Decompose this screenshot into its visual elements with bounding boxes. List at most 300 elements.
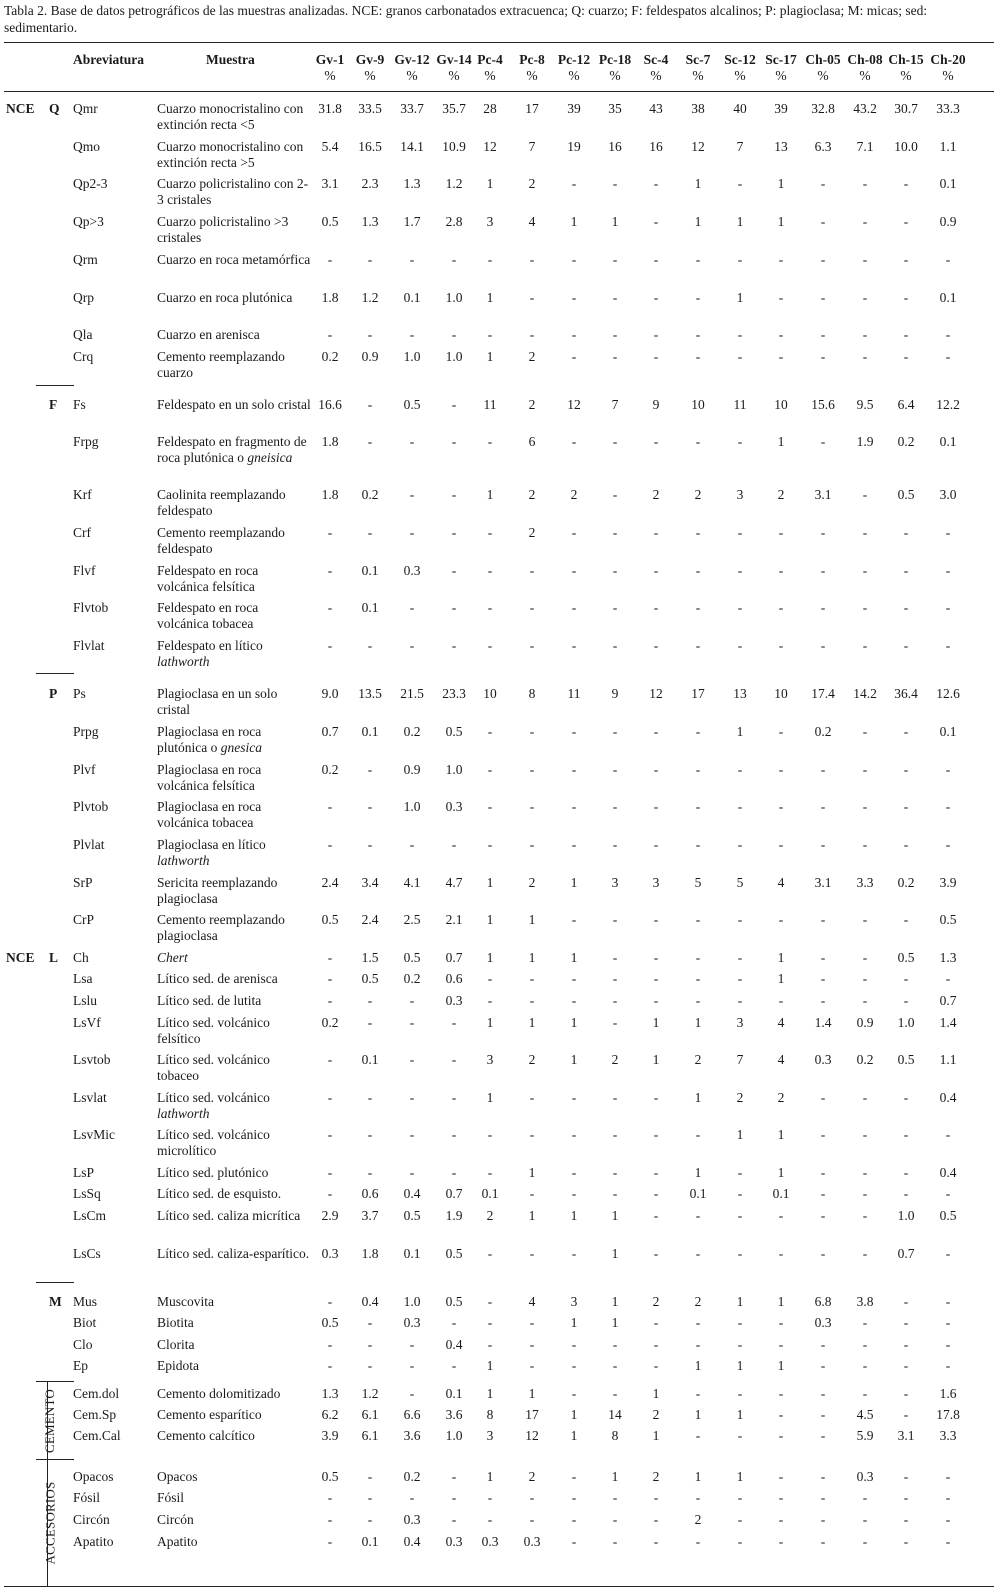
description-italic-text: lathworth: [157, 853, 210, 868]
value-cell: 1: [777, 1294, 785, 1309]
sample-id: Sc-17: [765, 52, 797, 67]
value-cell: -: [409, 1165, 415, 1180]
value-cell: -: [571, 1386, 577, 1401]
sample-description-cell: [157, 1512, 312, 1528]
unit-percent: %: [526, 68, 538, 83]
description-text: Cemento reemplazando plagioclasa: [157, 912, 285, 943]
value-cell: 1: [777, 950, 785, 965]
value-cell: 40: [733, 101, 747, 116]
value-cell: -: [451, 1052, 457, 1067]
value-cell: -: [529, 724, 535, 739]
value-cell: -: [327, 1127, 333, 1142]
value-cell: -: [820, 1208, 826, 1223]
sample-id: Sc-12: [724, 52, 756, 67]
value-cell: -: [820, 600, 826, 615]
value-cell: -: [612, 993, 618, 1008]
value-cell: 2: [528, 487, 536, 502]
value-cell: -: [737, 912, 743, 927]
value-cell: -: [571, 1358, 577, 1373]
value-cell: 1.4: [814, 1015, 832, 1030]
value-cell: -: [903, 290, 909, 305]
description-text: Lítico sed. volcánico tobaceo: [157, 1052, 270, 1083]
value-cell: 0.3: [814, 1052, 832, 1067]
header-sample-col: [634, 52, 678, 84]
value-cell: -: [945, 563, 951, 578]
value-cell: -: [862, 1090, 868, 1105]
value-cell: -: [737, 971, 743, 986]
value-cell: -: [487, 1165, 493, 1180]
value-cell: 4.7: [445, 875, 463, 890]
value-cell: 0.1: [361, 1052, 379, 1067]
value-cell: -: [778, 638, 784, 653]
value-cell: -: [612, 1090, 618, 1105]
value-cell: 0.3: [814, 1315, 832, 1330]
value-cell: -: [571, 799, 577, 814]
value-cell: -: [409, 1386, 415, 1401]
value-cell: -: [487, 837, 493, 852]
value-cell: -: [612, 1534, 618, 1549]
value-cell: -: [862, 1208, 868, 1223]
value-cell: -: [653, 1186, 659, 1201]
value-cell: 1: [777, 1358, 785, 1373]
value-cell: -: [571, 1534, 577, 1549]
sample-description-cell: [157, 1358, 312, 1374]
value-cell: 0.1: [445, 1386, 463, 1401]
value-cell: -: [903, 600, 909, 615]
value-cell: -: [820, 525, 826, 540]
value-cell: 3.9: [939, 875, 957, 890]
sample-description-cell: [157, 912, 312, 944]
value-cell: -: [327, 837, 333, 852]
value-cell: 1: [486, 950, 494, 965]
value-cell: -: [653, 1208, 659, 1223]
description-text: Lítico sed. volcánico microlítico: [157, 1127, 270, 1158]
sample-id: Ch-05: [805, 52, 841, 67]
value-cell: -: [409, 487, 415, 502]
value-cell: 1.5: [361, 950, 379, 965]
value-cell: -: [529, 1490, 535, 1505]
value-cell: -: [820, 1246, 826, 1261]
sample-description-cell: [157, 1208, 312, 1224]
description-text: Epidota: [157, 1358, 199, 1373]
description-text: Clorita: [157, 1337, 195, 1352]
value-cell: 0.3: [403, 1512, 421, 1527]
value-cell: -: [737, 327, 743, 342]
value-cell: -: [367, 1165, 373, 1180]
value-cell: -: [945, 638, 951, 653]
value-cell: -: [612, 1015, 618, 1030]
value-cell: -: [903, 971, 909, 986]
description-text: Plagioclasa en roca plutónica o: [157, 724, 262, 755]
value-cell: -: [451, 837, 457, 852]
value-cell: -: [820, 176, 826, 191]
value-cell: -: [945, 1337, 951, 1352]
value-cell: 28: [483, 101, 497, 116]
value-cell: -: [862, 600, 868, 615]
value-cell: -: [451, 563, 457, 578]
value-cell: -: [653, 1512, 659, 1527]
value-cell: -: [778, 724, 784, 739]
value-cell: 2.1: [445, 912, 463, 927]
value-cell: -: [820, 1407, 826, 1422]
value-cell: 0.7: [321, 724, 339, 739]
value-cell: -: [737, 176, 743, 191]
value-cell: 3: [486, 1428, 494, 1443]
value-cell: 12: [483, 139, 497, 154]
abbreviation-cell: Apatito: [73, 1534, 114, 1549]
value-cell: -: [862, 971, 868, 986]
value-cell: 1: [486, 290, 494, 305]
value-cell: -: [903, 176, 909, 191]
abbreviation-cell: Krf: [73, 487, 92, 502]
value-cell: -: [737, 950, 743, 965]
value-cell: 0.1: [772, 1186, 790, 1201]
value-cell: 0.5: [897, 950, 915, 965]
value-cell: -: [820, 1534, 826, 1549]
abbreviation-cell: CrP: [73, 912, 95, 927]
value-cell: 5.4: [321, 139, 339, 154]
value-cell: -: [409, 1052, 415, 1067]
value-cell: 1: [486, 1469, 494, 1484]
value-cell: 3.1: [814, 875, 832, 890]
value-cell: -: [862, 1315, 868, 1330]
sample-id: Ch-20: [930, 52, 966, 67]
value-cell: 1: [777, 434, 785, 449]
value-cell: -: [695, 434, 701, 449]
accesorios-label-box: [40, 1460, 60, 1586]
value-cell: -: [903, 1386, 909, 1401]
value-cell: 0.5: [321, 1315, 339, 1330]
sample-description-cell: [157, 1294, 312, 1310]
value-cell: -: [487, 1127, 493, 1142]
value-cell: -: [862, 176, 868, 191]
sample-description-cell: [157, 1127, 312, 1159]
value-cell: 0.7: [897, 1246, 915, 1261]
value-cell: 1: [570, 214, 578, 229]
value-cell: -: [653, 252, 659, 267]
value-cell: -: [945, 1186, 951, 1201]
value-cell: 6.3: [814, 139, 832, 154]
value-cell: 1: [777, 1165, 785, 1180]
value-cell: -: [862, 912, 868, 927]
value-cell: -: [451, 434, 457, 449]
value-cell: -: [529, 1315, 535, 1330]
value-cell: -: [778, 1386, 784, 1401]
value-cell: 1: [694, 1358, 702, 1373]
value-cell: -: [653, 950, 659, 965]
value-cell: 1: [736, 290, 744, 305]
value-cell: -: [653, 1090, 659, 1105]
value-cell: 1: [486, 1358, 494, 1373]
value-cell: 3: [611, 875, 619, 890]
sample-description-cell: [157, 950, 312, 966]
value-cell: -: [327, 1512, 333, 1527]
abbreviation-cell: Crq: [73, 349, 94, 364]
value-cell: -: [612, 912, 618, 927]
value-cell: 2: [694, 1512, 702, 1527]
value-cell: -: [862, 252, 868, 267]
unit-percent: %: [859, 68, 871, 83]
value-cell: 0.1: [939, 176, 957, 191]
value-cell: 3.6: [403, 1428, 421, 1443]
sample-description-cell: [157, 1407, 312, 1423]
value-cell: -: [737, 1165, 743, 1180]
sample-id: Gv-9: [355, 52, 385, 67]
value-cell: 7: [736, 1052, 744, 1067]
value-cell: 1: [486, 912, 494, 927]
sample-description-cell: [157, 290, 312, 306]
value-cell: 33.5: [358, 101, 382, 116]
header-sample-col: [308, 52, 352, 84]
value-cell: -: [903, 1090, 909, 1105]
sample-description-cell: [157, 176, 312, 208]
abbreviation-cell: Ps: [73, 686, 86, 701]
description-text: Lítico sed. plutónico: [157, 1165, 269, 1180]
value-cell: -: [571, 1186, 577, 1201]
value-cell: -: [820, 1358, 826, 1373]
value-cell: -: [409, 638, 415, 653]
value-cell: -: [737, 1315, 743, 1330]
value-cell: 1: [570, 1208, 578, 1223]
value-cell: -: [612, 1127, 618, 1142]
value-cell: -: [571, 971, 577, 986]
abbreviation-cell: Qmr: [73, 101, 98, 116]
value-cell: -: [778, 1407, 784, 1422]
value-cell: -: [945, 1246, 951, 1261]
value-cell: 1: [694, 214, 702, 229]
value-cell: -: [820, 1386, 826, 1401]
value-cell: 1.4: [939, 1015, 957, 1030]
sample-description-cell: [157, 1428, 312, 1444]
sample-id: Sc-4: [643, 52, 669, 67]
value-cell: -: [695, 1337, 701, 1352]
value-cell: -: [571, 600, 577, 615]
value-cell: 1: [611, 1294, 619, 1309]
value-cell: 8: [611, 1428, 619, 1443]
value-cell: -: [409, 252, 415, 267]
sample-description-cell: [157, 762, 312, 794]
value-cell: 4: [777, 1015, 785, 1030]
value-cell: -: [862, 1186, 868, 1201]
value-cell: 1: [611, 1469, 619, 1484]
value-cell: -: [327, 950, 333, 965]
value-cell: 2.4: [321, 875, 339, 890]
value-cell: 11: [567, 686, 581, 701]
value-cell: 1.8: [321, 290, 339, 305]
description-text: Feldespato en un solo cristal: [157, 397, 311, 412]
value-cell: -: [778, 1428, 784, 1443]
value-cell: -: [695, 1208, 701, 1223]
value-cell: -: [571, 993, 577, 1008]
value-cell: 0.5: [445, 1294, 463, 1309]
value-cell: 6: [528, 434, 536, 449]
value-cell: -: [862, 1337, 868, 1352]
value-cell: 1: [694, 1015, 702, 1030]
value-cell: -: [778, 799, 784, 814]
value-cell: 1.0: [403, 799, 421, 814]
top-rule: [4, 42, 994, 43]
sample-description-cell: [157, 1386, 312, 1402]
value-cell: 0.4: [939, 1090, 957, 1105]
value-cell: -: [612, 950, 618, 965]
value-cell: -: [820, 349, 826, 364]
value-cell: 2: [528, 176, 536, 191]
sample-description-cell: [157, 638, 312, 670]
value-cell: 4: [777, 1052, 785, 1067]
value-cell: -: [903, 1534, 909, 1549]
value-cell: -: [487, 1246, 493, 1261]
abbreviation-cell: LsP: [73, 1165, 95, 1180]
value-cell: 1.0: [445, 762, 463, 777]
value-cell: -: [529, 290, 535, 305]
header-sample: Muestra: [206, 52, 255, 67]
value-cell: 0.7: [445, 1186, 463, 1201]
unit-percent: %: [900, 68, 912, 83]
value-cell: -: [612, 600, 618, 615]
value-cell: 3: [652, 875, 660, 890]
value-cell: 0.9: [361, 349, 379, 364]
value-cell: -: [903, 214, 909, 229]
value-cell: -: [612, 1165, 618, 1180]
value-cell: -: [327, 327, 333, 342]
value-cell: 0.3: [481, 1534, 499, 1549]
value-cell: -: [571, 327, 577, 342]
value-cell: -: [737, 1337, 743, 1352]
value-cell: 0.3: [445, 799, 463, 814]
value-cell: -: [409, 1127, 415, 1142]
value-cell: -: [571, 1090, 577, 1105]
unit-percent: %: [734, 68, 746, 83]
value-cell: 0.6: [445, 971, 463, 986]
value-cell: -: [778, 837, 784, 852]
value-cell: 0.4: [403, 1534, 421, 1549]
value-cell: -: [367, 1090, 373, 1105]
value-cell: 0.4: [403, 1186, 421, 1201]
value-cell: -: [487, 563, 493, 578]
sample-description-cell: [157, 397, 312, 413]
value-cell: -: [653, 724, 659, 739]
value-cell: 2: [652, 1294, 660, 1309]
abbreviation-cell: LsCm: [73, 1208, 107, 1223]
header-sample-col: [510, 52, 554, 84]
value-cell: -: [529, 1090, 535, 1105]
description-text: Feldespato en fragmento de roca plutónica o: [157, 434, 307, 465]
value-cell: -: [862, 214, 868, 229]
value-cell: -: [612, 349, 618, 364]
value-cell: 0.7: [445, 950, 463, 965]
value-cell: 2: [777, 1090, 785, 1105]
value-cell: 0.9: [403, 762, 421, 777]
value-cell: -: [487, 1315, 493, 1330]
value-cell: 16.6: [318, 397, 342, 412]
abbreviation-cell: Fs: [73, 397, 86, 412]
value-cell: 10: [483, 686, 497, 701]
value-cell: -: [778, 1469, 784, 1484]
sample-id: Gv-1: [315, 52, 345, 67]
value-cell: 17.8: [936, 1407, 960, 1422]
value-cell: 15.6: [811, 397, 835, 412]
value-cell: -: [820, 799, 826, 814]
value-cell: 38: [691, 101, 705, 116]
abbreviation-cell: Prpg: [73, 724, 99, 739]
value-cell: -: [367, 1490, 373, 1505]
value-cell: -: [487, 434, 493, 449]
value-cell: 1.1: [939, 1052, 957, 1067]
abbreviation-cell: Qp2-3: [73, 176, 108, 191]
value-cell: -: [653, 762, 659, 777]
header-sample-col: [718, 52, 762, 84]
value-cell: -: [737, 1512, 743, 1527]
value-cell: -: [529, 1127, 535, 1142]
value-cell: 2: [528, 525, 536, 540]
header-sample-col: [593, 52, 637, 84]
value-cell: -: [529, 837, 535, 852]
sample-id: Pc-18: [598, 52, 632, 67]
value-cell: -: [451, 487, 457, 502]
sample-description-cell: [157, 1534, 312, 1550]
value-cell: 1: [652, 1386, 660, 1401]
value-cell: 6.2: [321, 1407, 339, 1422]
value-cell: -: [903, 1358, 909, 1373]
value-cell: 17: [525, 1407, 539, 1422]
value-cell: 2: [528, 875, 536, 890]
value-cell: 0.5: [939, 912, 957, 927]
value-cell: 4: [777, 875, 785, 890]
value-cell: 2: [570, 487, 578, 502]
sample-description-cell: [157, 1469, 312, 1485]
group-divider-f: [36, 385, 74, 386]
value-cell: 2.9: [321, 1208, 339, 1223]
value-cell: 1: [694, 1469, 702, 1484]
value-cell: -: [571, 434, 577, 449]
value-cell: -: [653, 176, 659, 191]
abbreviation-cell: Ep: [73, 1358, 88, 1373]
value-cell: -: [820, 563, 826, 578]
value-cell: 31.8: [318, 101, 342, 116]
header-sample-col: [884, 52, 928, 84]
abbreviation-cell: Flvlat: [73, 638, 105, 653]
value-cell: 1: [736, 1469, 744, 1484]
value-cell: 1: [528, 1015, 536, 1030]
value-cell: 2.5: [403, 912, 421, 927]
unit-percent: %: [692, 68, 704, 83]
value-cell: 1.0: [897, 1015, 915, 1030]
value-cell: -: [862, 724, 868, 739]
value-cell: -: [862, 327, 868, 342]
description-text: Cuarzo en roca metamórfica: [157, 252, 311, 267]
value-cell: -: [571, 724, 577, 739]
value-cell: -: [367, 799, 373, 814]
value-cell: -: [695, 912, 701, 927]
value-cell: 2: [528, 1052, 536, 1067]
value-cell: -: [778, 762, 784, 777]
value-cell: 1.9: [856, 434, 874, 449]
value-cell: -: [529, 971, 535, 986]
value-cell: 0.5: [445, 1246, 463, 1261]
value-cell: 3: [486, 1052, 494, 1067]
value-cell: -: [367, 327, 373, 342]
value-cell: 0.1: [361, 724, 379, 739]
value-cell: -: [409, 1490, 415, 1505]
value-cell: 1.3: [321, 1386, 339, 1401]
value-cell: 0.1: [939, 290, 957, 305]
value-cell: -: [737, 252, 743, 267]
value-cell: -: [367, 252, 373, 267]
value-cell: -: [409, 1337, 415, 1352]
value-cell: 7.1: [856, 139, 874, 154]
value-cell: -: [903, 837, 909, 852]
value-cell: 1: [611, 1315, 619, 1330]
